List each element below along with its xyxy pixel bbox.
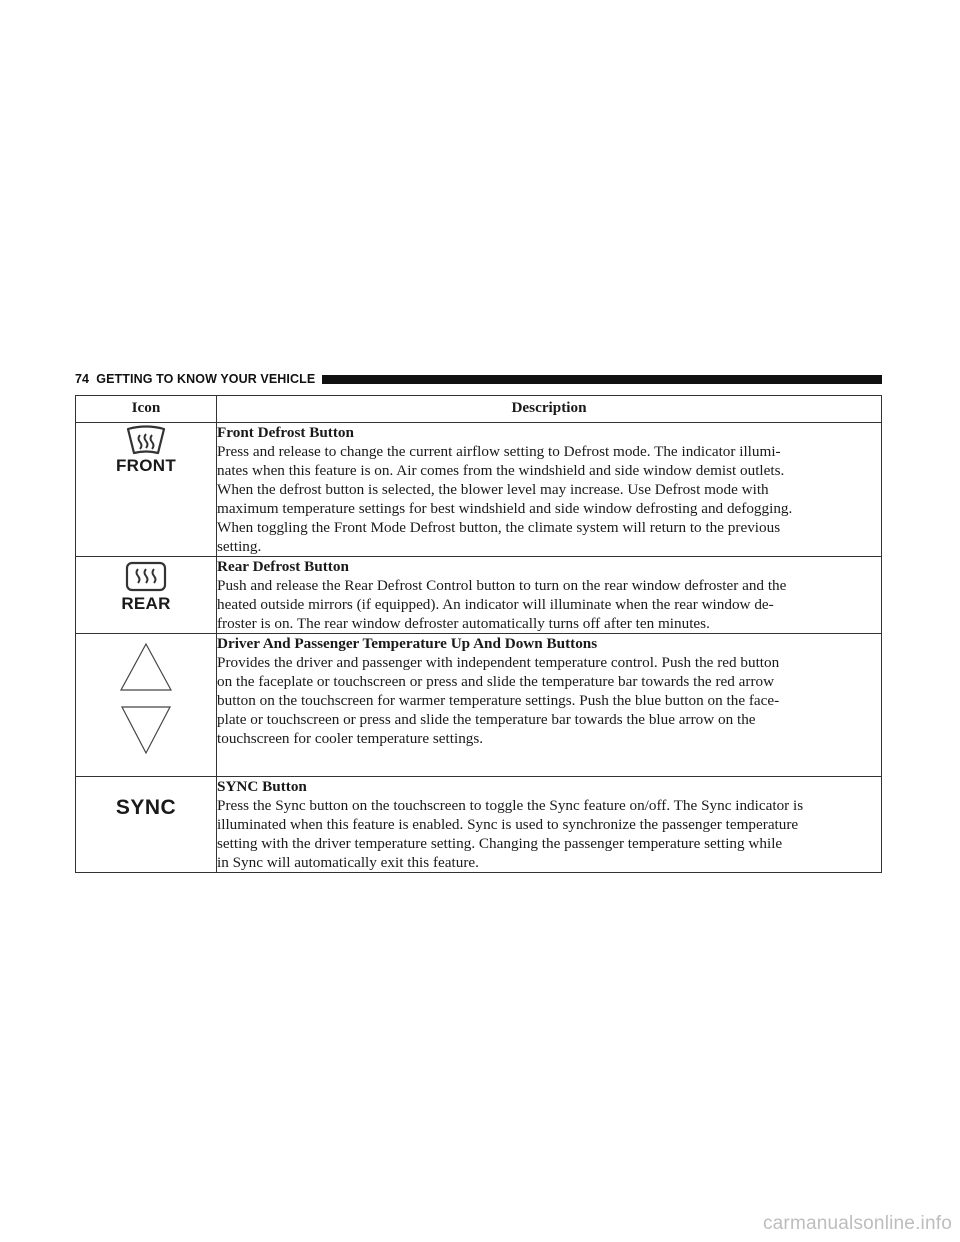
row-title: SYNC Button: [217, 778, 307, 795]
description-line: Press and release to change the current airflow setting to Defrost mode. The indicator illumi-: [217, 443, 781, 460]
row-title: Driver And Passenger Temperature Up And Down Buttons: [217, 635, 598, 652]
description-line: When the defrost button is selected, the blower level may increase. Use Defrost mode with: [217, 481, 769, 498]
icon-column-header: Icon: [76, 396, 217, 423]
description-line: maximum temperature settings for best windshield and side window defrosting and defogging.: [217, 500, 793, 517]
header-rule: [322, 375, 882, 384]
description-line: froster is on. The rear window defroster automatically turns off after ten minutes.: [217, 615, 710, 632]
rear-defrost-icon-label: REAR: [121, 594, 171, 613]
table-row: [76, 557, 882, 634]
page-header: [75, 371, 882, 387]
description-line: heated outside mirrors (if equipped). An indicator will illuminate when the rear window de-: [217, 596, 774, 613]
description-line: setting with the driver temperature setting. Changing the passenger temperature setting while: [217, 835, 783, 852]
sync-description: [217, 777, 882, 873]
temperature-icon-cell: [76, 634, 217, 777]
description-line: plate or touchscreen or press and slide the temperature bar towards the blue arrow on the: [217, 711, 756, 728]
description-line: Push and release the Rear Defrost Control button to turn on the rear window defroster and the: [217, 577, 787, 594]
description-line: illuminated when this feature is enabled. Sync is used to synchronize the passenger temperature: [217, 816, 799, 833]
climate-controls-table: [75, 395, 882, 873]
description-line: button on the touchscreen for warmer temperature settings. Push the blue button on the face-: [217, 692, 780, 709]
description-line: Press the Sync button on the touchscreen to toggle the Sync feature on/off. The Sync indicator is: [217, 797, 804, 814]
temperature-description: [217, 634, 882, 777]
front-defrost-description: [217, 423, 882, 557]
front-defrost-icon: [116, 423, 176, 457]
temperature-down-arrow-icon: [116, 705, 176, 757]
description-line: nates when this feature is on. Air comes from the windshield and side window demist outlets.: [217, 462, 785, 479]
sync-icon: SYNC: [115, 796, 177, 819]
description-column-header: Description: [217, 396, 882, 423]
front-defrost-icon-label: FRONT: [115, 456, 177, 475]
description-line: touchscreen for cooler temperature settings.: [217, 730, 484, 747]
front-defrost-icon-cell: [76, 423, 217, 557]
table-header-row: [76, 396, 882, 423]
row-title: Front Defrost Button: [217, 424, 354, 441]
temperature-up-arrow-icon: [116, 640, 176, 696]
description-line: on the faceplate or touchscreen or press and slide the temperature bar towards the red arrow: [217, 673, 775, 690]
sync-icon-cell: [76, 777, 217, 873]
description-line: in Sync will automatically exit this feature.: [217, 854, 479, 871]
page-header-text: 74 GETTING TO KNOW YOUR VEHICLE: [75, 372, 316, 386]
row-title: Rear Defrost Button: [217, 558, 349, 575]
rear-defrost-icon: [116, 557, 176, 595]
description-line: setting.: [217, 538, 262, 555]
watermark: carmanualsonline.info: [762, 1213, 952, 1234]
rear-defrost-icon-cell: [76, 557, 217, 634]
table-row: [76, 777, 882, 873]
description-line: Provides the driver and passenger with independent temperature control. Push the red button: [217, 654, 780, 671]
table-row: [76, 634, 882, 777]
description-line: When toggling the Front Mode Defrost button, the climate system will return to the previous: [217, 519, 781, 536]
table-row: [76, 423, 882, 557]
rear-defrost-description: [217, 557, 882, 634]
